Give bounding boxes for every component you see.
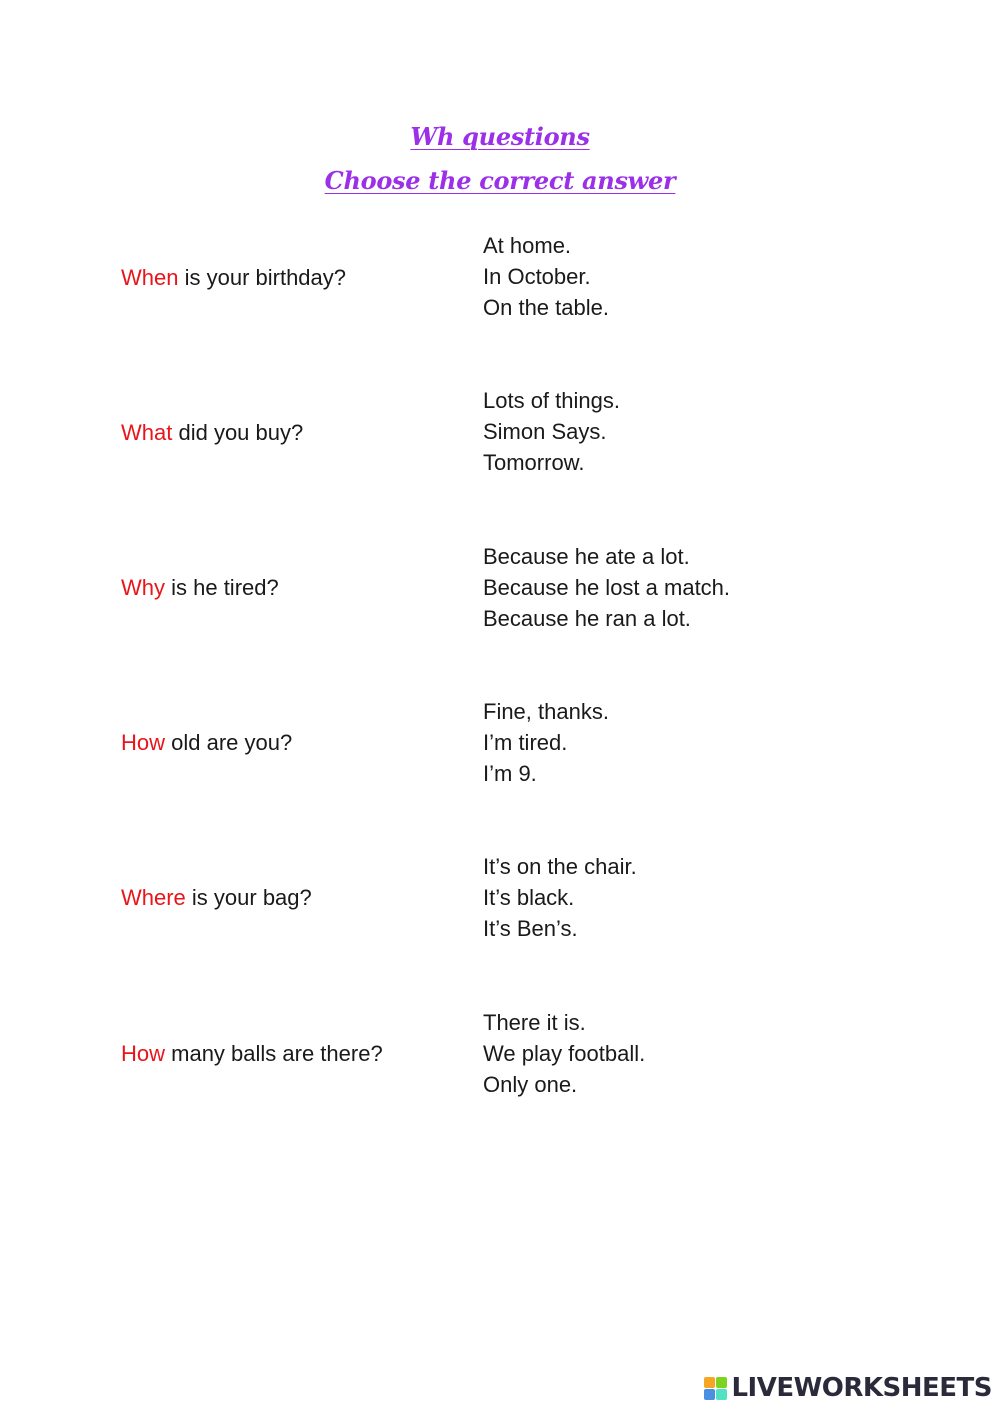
answer-option[interactable]: I’m 9. xyxy=(483,761,537,786)
answer-options-3 xyxy=(483,544,730,637)
answer-option[interactable]: Fine, thanks. xyxy=(483,699,609,724)
question-text: many balls are there? xyxy=(165,1041,383,1066)
answer-option[interactable]: At home. xyxy=(483,233,572,258)
answer-option[interactable]: There it is. xyxy=(483,1010,586,1035)
answer-options-4 xyxy=(483,699,609,792)
answer-option[interactable]: I’m tired. xyxy=(483,730,568,755)
wh-word: Where xyxy=(121,885,186,910)
logo-text: LIVEWORKSHEETS xyxy=(731,1373,992,1403)
answer-options-6 xyxy=(483,1010,645,1103)
worksheet-title: Wh questions xyxy=(410,122,590,151)
liveworksheets-logo xyxy=(704,1375,992,1401)
answer-option[interactable]: Lots of things. xyxy=(483,388,620,413)
question-4 xyxy=(121,730,292,756)
answer-options-2 xyxy=(483,388,620,481)
question-text: did you buy? xyxy=(172,420,304,445)
answer-option[interactable]: Simon Says. xyxy=(483,419,607,444)
wh-word: Why xyxy=(121,575,165,600)
question-3 xyxy=(121,575,279,601)
answer-option[interactable]: Tomorrow. xyxy=(483,450,585,475)
question-text: is your birthday? xyxy=(178,265,347,290)
wh-word: How xyxy=(121,730,166,755)
question-2 xyxy=(121,420,303,446)
worksheet-instruction: Choose the correct answer xyxy=(324,166,676,195)
wh-word: How xyxy=(121,1041,166,1066)
question-text: old are you? xyxy=(165,730,293,755)
answer-option[interactable]: It’s black. xyxy=(483,885,575,910)
question-text: is your bag? xyxy=(185,885,312,910)
question-5 xyxy=(121,885,312,911)
answer-option[interactable]: Because he ran a lot. xyxy=(483,606,691,631)
wh-word: When xyxy=(121,265,179,290)
answer-option[interactable]: It’s Ben’s. xyxy=(483,916,578,941)
wh-word: What xyxy=(121,420,173,445)
question-6 xyxy=(121,1041,383,1067)
answer-option[interactable]: Because he lost a match. xyxy=(483,575,731,600)
answer-option[interactable]: In October. xyxy=(483,264,591,289)
answer-options-1 xyxy=(483,233,609,326)
answer-option[interactable]: We play football. xyxy=(483,1041,646,1066)
answer-option[interactable]: Because he ate a lot. xyxy=(483,544,690,569)
answer-options-5 xyxy=(483,854,637,947)
answer-option[interactable]: Only one. xyxy=(483,1072,578,1097)
question-text: is he tired? xyxy=(165,575,279,600)
question-1 xyxy=(121,265,346,291)
logo-mark-icon xyxy=(704,1377,727,1400)
answer-option[interactable]: On the table. xyxy=(483,295,609,320)
answer-option[interactable]: It’s on the chair. xyxy=(483,854,637,879)
